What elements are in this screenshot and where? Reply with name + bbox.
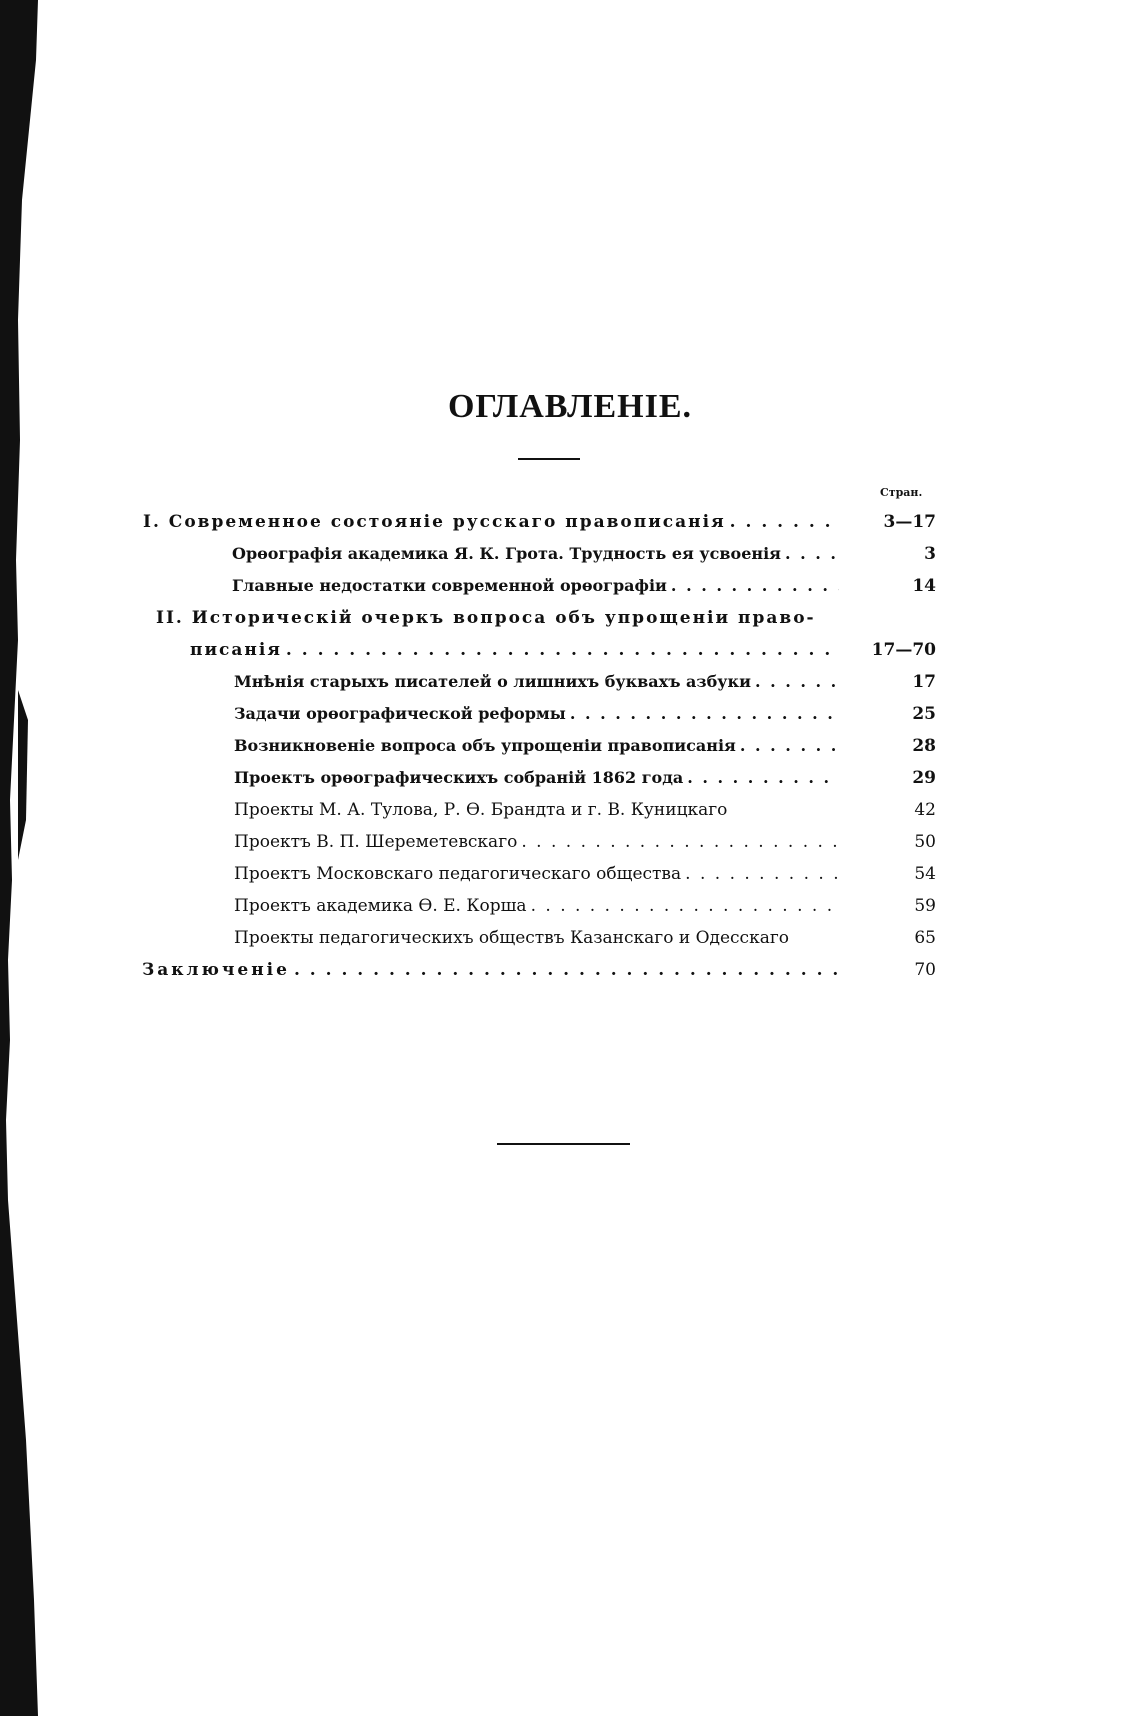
toc-entry-section <box>234 800 854 830</box>
toc-entry-label: Проектъ В. П. Шереметевскаго <box>234 832 518 852</box>
toc-entry-page: 17—70 <box>871 640 936 660</box>
toc-entry-label: Орөографiя академика Я. К. Грота. Трудность ея усвоенiя <box>232 544 781 563</box>
toc-entry-page: 14 <box>912 576 936 596</box>
toc-entry-label: Возникновенiе вопроса объ упрощенiи правописанiя <box>234 736 736 755</box>
dot-leader <box>740 736 839 755</box>
toc-entry-section <box>232 544 843 574</box>
toc-entry-label: II. Историческiй очеркъ вопроса объ упрощенiи право- <box>156 608 816 628</box>
toc-entry-page: 25 <box>912 704 936 724</box>
toc-entry-label: Заключенiе <box>142 960 290 980</box>
dot-leader <box>570 704 839 723</box>
dot-leader <box>294 960 839 980</box>
toc-entry-section <box>234 832 843 862</box>
toc-entry-label: Главные недостатки современной орөографiи <box>232 576 667 595</box>
toc-entry-label: Задачи орөографической реформы <box>234 704 566 723</box>
toc-entry-page: 42 <box>914 800 936 820</box>
dot-leader <box>671 576 839 595</box>
toc-entry-page: 29 <box>912 768 936 788</box>
scan-binding-shadow <box>0 0 40 1716</box>
toc-entry-section <box>234 736 843 766</box>
dot-leader <box>685 864 839 884</box>
toc-entry-chapter-1 <box>143 512 843 542</box>
dot-leader <box>286 640 839 660</box>
toc-entry-chapter-2 <box>156 608 856 638</box>
toc-entry-label: I. Современное состоянiе русскаго правописанiя <box>143 512 726 532</box>
toc-entry-page: 3 <box>924 544 936 564</box>
toc-entry-page: 28 <box>912 736 936 756</box>
toc-entry-section <box>234 896 843 926</box>
toc-entry-section <box>232 576 843 606</box>
toc-entry-page: 17 <box>912 672 936 692</box>
toc-entry-label: писанiя <box>190 640 282 660</box>
toc-entry-chapter-2-cont <box>190 640 843 670</box>
toc-entry-label: Проекты М. А. Тулова, Р. Ө. Брандта и г. В. Куницкаго <box>234 800 728 820</box>
toc-entry-page: 3—17 <box>883 512 936 532</box>
dot-leader <box>755 672 839 691</box>
toc-entry-section <box>234 928 854 958</box>
toc-entry-page: 70 <box>914 960 936 980</box>
closing-rule <box>497 1143 630 1145</box>
toc-entry-conclusion <box>142 960 843 990</box>
toc-entry-page: 50 <box>914 832 936 852</box>
dot-leader <box>531 896 839 916</box>
toc-entry-section <box>234 864 843 894</box>
toc-entry-page: 54 <box>914 864 936 884</box>
dot-leader <box>687 768 839 787</box>
toc-entry-label: Проектъ академика Ө. Е. Корша <box>234 896 527 916</box>
title-rule <box>518 458 580 460</box>
toc-entry-section <box>234 768 843 798</box>
toc-entry-label: Проектъ Московскаго педагогическаго общества <box>234 864 682 884</box>
toc-entry-label: Проектъ орөографическихъ собранiй 1862 года <box>234 768 684 787</box>
toc-entry-page: 59 <box>914 896 936 916</box>
page-title: ОГЛАВЛЕНIЕ. <box>447 388 693 425</box>
toc-entry-label: Проекты педагогическихъ обществъ Казанскаго и Одесскаго <box>234 928 789 948</box>
page-column-header: Стран. <box>880 486 923 499</box>
toc-entry-label: Мнѣнiя старыхъ писателей о лишнихъ буквахъ азбуки <box>234 672 751 691</box>
dot-leader <box>521 832 839 852</box>
toc-entry-section <box>234 704 843 734</box>
toc-entry-page: 65 <box>914 928 936 948</box>
dot-leader <box>785 544 839 563</box>
toc-entry-section <box>234 672 843 702</box>
dot-leader <box>730 512 839 532</box>
